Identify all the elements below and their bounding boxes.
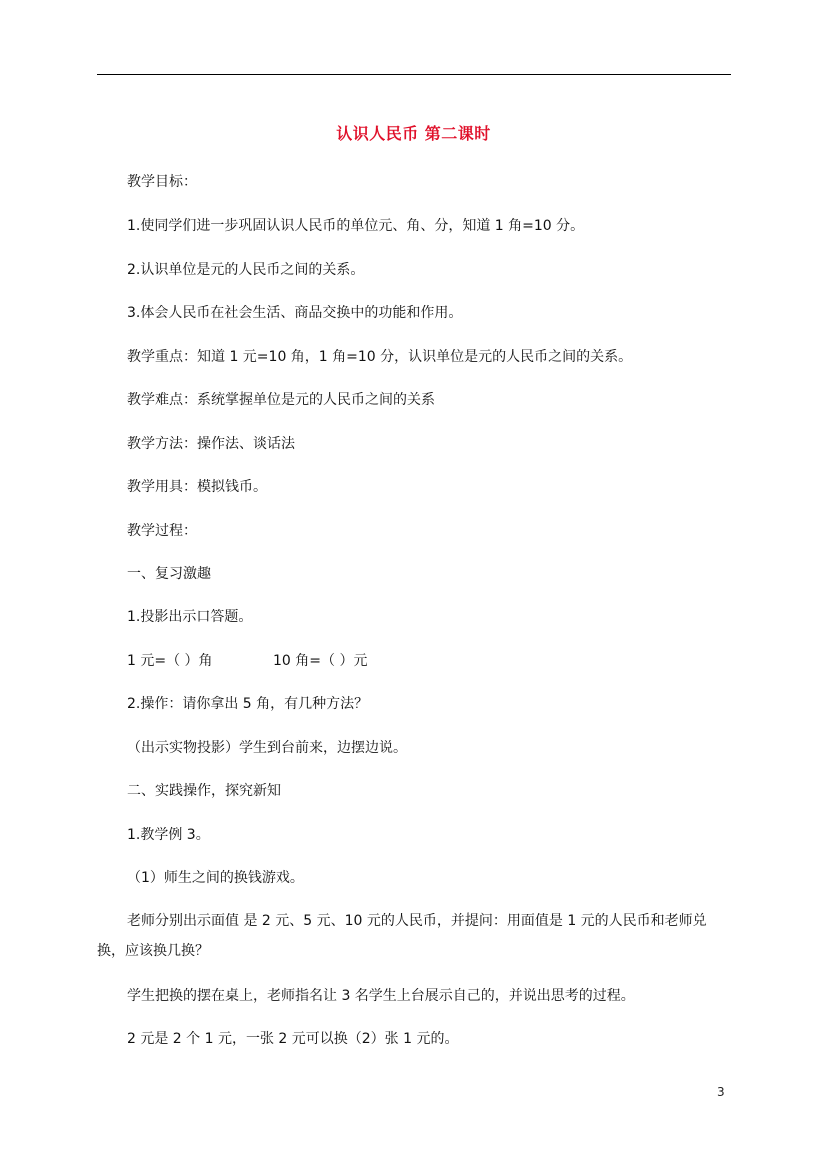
- fill-blank-left: 1 元=（ ）角: [127, 653, 213, 669]
- paragraph-step-1: 1.投影出示口答题。: [127, 609, 253, 625]
- paragraph-game: （1）师生之间的换钱游戏。: [127, 870, 304, 886]
- paragraph-exchange-2yuan: 2 元是 2 个 1 元，一张 2 元可以换（2）张 1 元的。: [127, 1031, 459, 1047]
- paragraph-projection: （出示实物投影）学生到台前来，边摆边说。: [127, 740, 407, 756]
- paragraph-section-2: 二、实践操作，探究新知: [127, 783, 281, 799]
- paragraph-key-points: 教学重点：知道 1 元=10 角，1 角=10 分，认识单位是元的人民币之间的关系。: [127, 349, 633, 365]
- paragraph-students-show: 学生把换的摆在桌上，老师指名让 3 名学生上台展示自己的，并说出思考的过程。: [127, 988, 635, 1004]
- paragraph-process-heading: 教学过程：: [127, 523, 197, 539]
- paragraph-teacher-question: 老师分别出示面值 是 2 元、5 元、10 元的人民币，并提问：用面值是 1 元的人民币和老师兑换，应该换几换？: [97, 913, 707, 959]
- header-rule: [97, 74, 731, 75]
- paragraph-methods: 教学方法：操作法、谈话法: [127, 436, 295, 452]
- paragraph-section-1: 一、复习激趣: [127, 566, 211, 582]
- fill-blank-line: [127, 650, 731, 672]
- paragraph-objectives-heading: 教学目标：: [127, 174, 197, 190]
- fill-blank-right: 10 角=（ ）元: [273, 653, 368, 669]
- page-number: 3: [717, 1085, 725, 1099]
- paragraph-objective-3: 3.体会人民币在社会生活、商品交换中的功能和作用。: [127, 305, 463, 321]
- paragraph-difficulties: 教学难点：系统掌握单位是元的人民币之间的关系: [127, 392, 435, 408]
- paragraph-step-2: 2.操作：请你拿出 5 角，有几种方法？: [127, 696, 369, 712]
- paragraph-example-3: 1.教学例 3。: [127, 827, 210, 843]
- paragraph-objective-1: 1.使同学们进一步巩固认识人民币的单位元、角、分，知道 1 角=10 分。: [127, 218, 585, 234]
- paragraph-objective-2: 2.认识单位是元的人民币之间的关系。: [127, 262, 365, 278]
- paragraph-materials: 教学用具：模拟钱币。: [127, 479, 267, 495]
- page-title: 认识人民币 第二课时: [336, 124, 491, 143]
